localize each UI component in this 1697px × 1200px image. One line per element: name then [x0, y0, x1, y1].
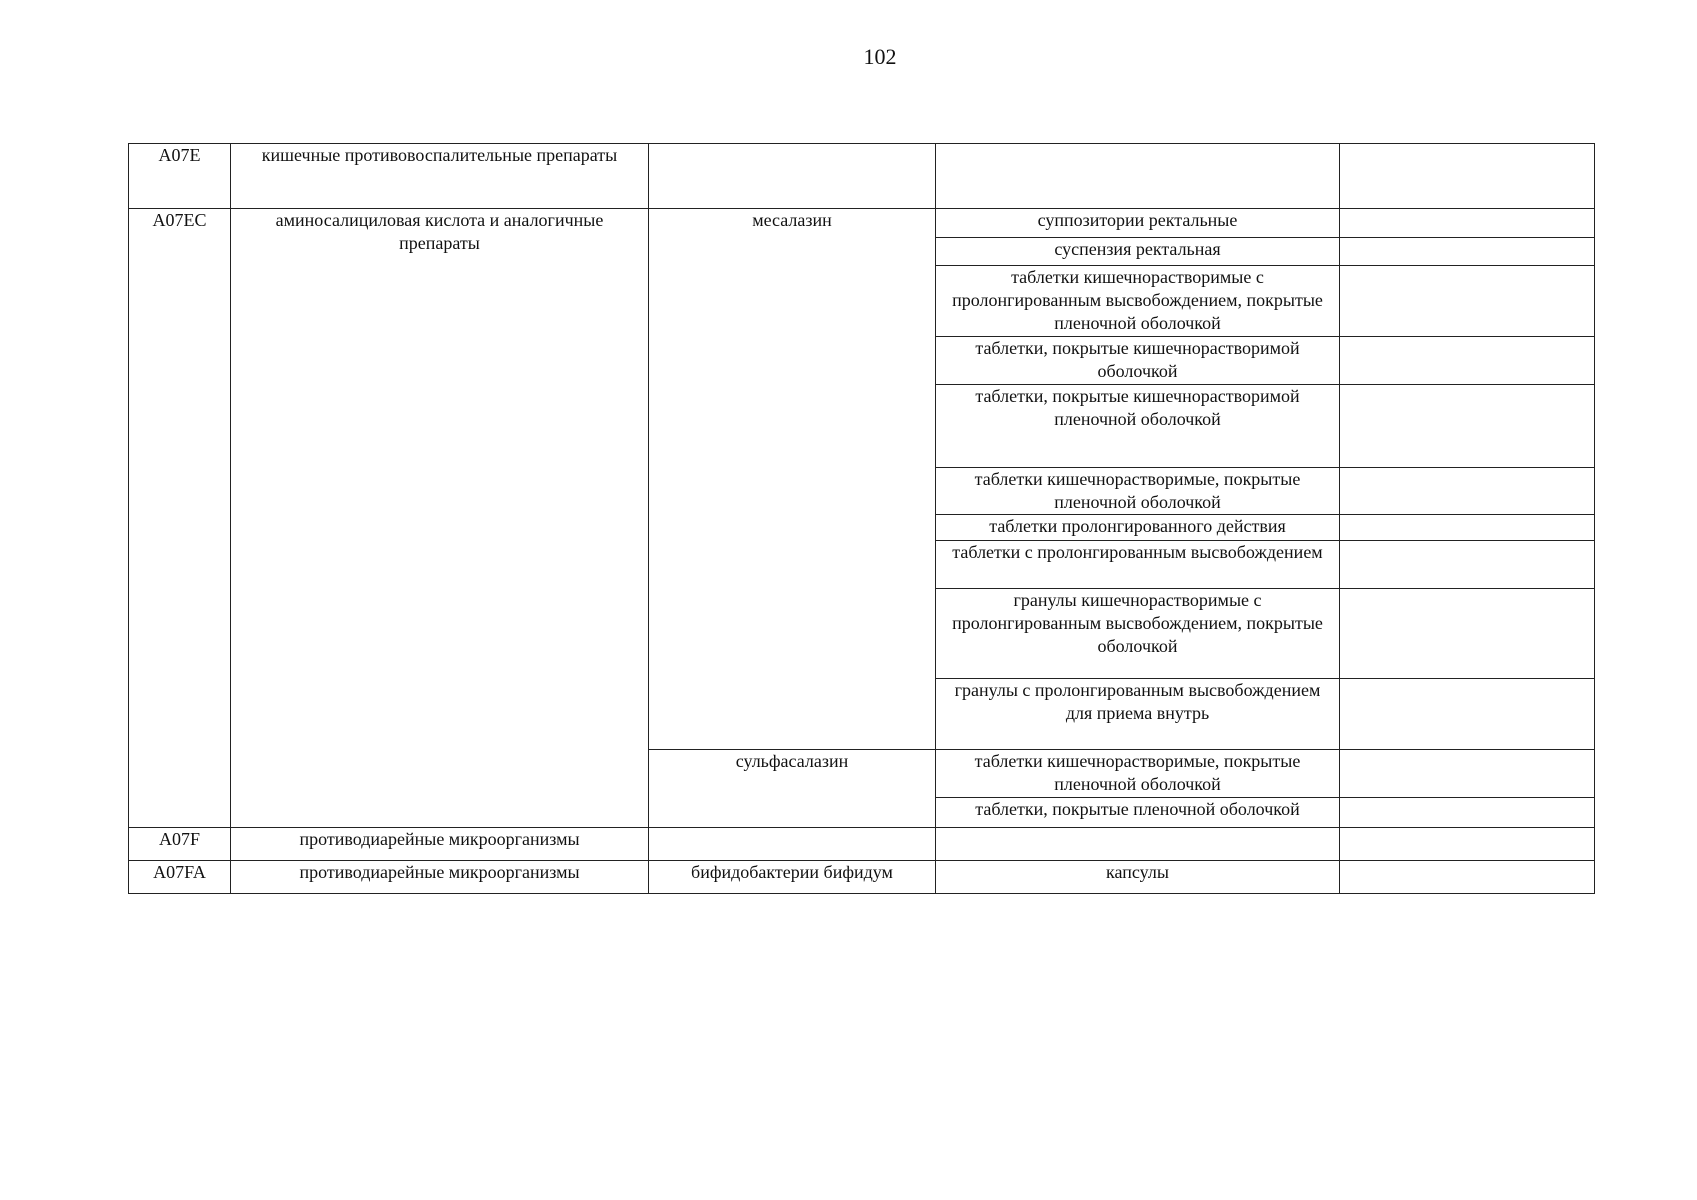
atc-code-cell: A07EC — [129, 209, 231, 828]
drug-table — [128, 143, 1595, 894]
atc-group-name-cell: противодиарейные микроорганизмы — [231, 828, 649, 861]
extra-cell — [1340, 266, 1595, 337]
extra-cell — [1340, 468, 1595, 515]
substance-cell — [649, 828, 936, 861]
dosage-form-cell: таблетки, покрытые кишечнорастворимой оболочкой — [936, 337, 1340, 385]
extra-cell — [1340, 515, 1595, 541]
atc-code-cell: A07FA — [129, 861, 231, 894]
substance-cell — [649, 144, 936, 209]
atc-group-name-cell: кишечные противовоспалительные препараты — [231, 144, 649, 209]
dosage-form-cell: таблетки, покрытые кишечнорастворимой пленочной оболочкой — [936, 385, 1340, 468]
extra-cell — [1340, 238, 1595, 266]
substance-cell: бифидобактерии бифидум — [649, 861, 936, 894]
extra-cell — [1340, 679, 1595, 750]
atc-group-name-cell: аминосалициловая кислота и аналогичные препараты — [231, 209, 649, 828]
dosage-form-cell: капсулы — [936, 861, 1340, 894]
extra-cell — [1340, 144, 1595, 209]
table-row — [129, 828, 1595, 861]
dosage-form-cell: таблетки кишечнорастворимые, покрытые пленочной оболочкой — [936, 750, 1340, 798]
table-row — [129, 144, 1595, 209]
dosage-form-cell: таблетки с пролонгированным высвобождением — [936, 541, 1340, 589]
page-number: 102 — [863, 44, 897, 69]
extra-cell — [1340, 209, 1595, 238]
substance-cell: сульфасалазин — [649, 750, 936, 828]
table-row — [129, 861, 1595, 894]
dosage-form-cell: таблетки кишечнорастворимые с пролонгированным высвобождением, покрытые пленочной оболочкой — [936, 266, 1340, 337]
substance-cell: месалазин — [649, 209, 936, 750]
extra-cell — [1340, 861, 1595, 894]
dosage-form-cell: гранулы с пролонгированным высвобождением для приема внутрь — [936, 679, 1340, 750]
dosage-form-cell: суспензия ректальная — [936, 238, 1340, 266]
dosage-form-cell: гранулы кишечнорастворимые с пролонгированным высвобождением, покрытые оболочкой — [936, 589, 1340, 679]
atc-code-cell: A07E — [129, 144, 231, 209]
extra-cell — [1340, 828, 1595, 861]
dosage-form-cell — [936, 144, 1340, 209]
dosage-form-cell: таблетки пролонгированного действия — [936, 515, 1340, 541]
extra-cell — [1340, 385, 1595, 468]
dosage-form-cell — [936, 828, 1340, 861]
extra-cell — [1340, 589, 1595, 679]
dosage-form-cell: суппозитории ректальные — [936, 209, 1340, 238]
dosage-form-cell: таблетки, покрытые пленочной оболочкой — [936, 798, 1340, 828]
extra-cell — [1340, 750, 1595, 798]
table-row — [129, 209, 1595, 238]
extra-cell — [1340, 798, 1595, 828]
atc-code-cell: A07F — [129, 828, 231, 861]
atc-group-name-cell: противодиарейные микроорганизмы — [231, 861, 649, 894]
extra-cell — [1340, 337, 1595, 385]
dosage-form-cell: таблетки кишечнорастворимые, покрытые пленочной оболочкой — [936, 468, 1340, 515]
extra-cell — [1340, 541, 1595, 589]
